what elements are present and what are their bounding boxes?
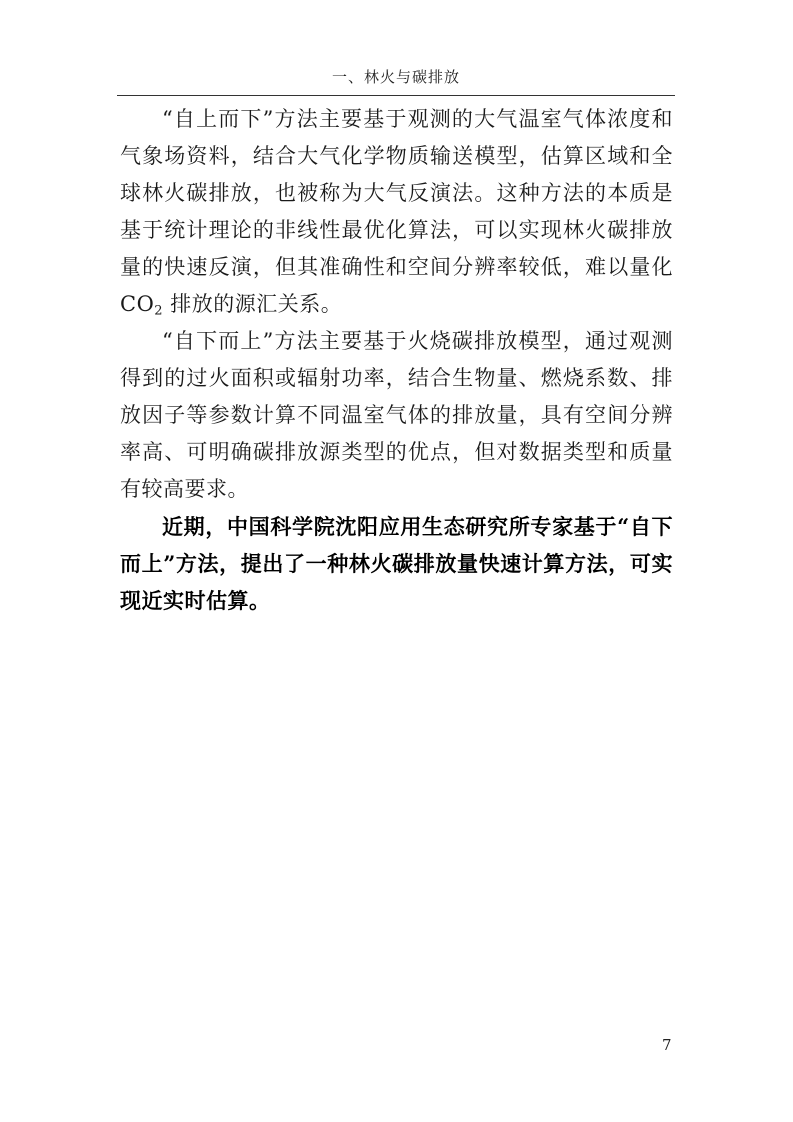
- paragraph-text-continued: 排放的源汇关系。: [163, 292, 343, 316]
- paragraph-text: “自上而下”方法主要基于观测的大气温室气体浓度和气象场资料，结合大气化学物质输送模型，估算区域和全球林火碳排放，也被称为大气反演法。这种方法的本质是基于统计理论的非线性最优化算法，可以实现林火碳排放量的快速反演，但其准确性和空间分辨率较低，难以量化: [120, 107, 673, 279]
- page-number: 7: [662, 1036, 672, 1054]
- document-body: [120, 101, 673, 619]
- running-header: 一、林火与碳排放: [331, 68, 460, 86]
- paragraph-bottom-up-method: “自下而上”方法主要基于火烧碳排放模型，通过观测得到的过火面积或辐射功率，结合生物量、燃烧系数、排放因子等参数计算不同温室气体的排放量，具有空间分辨率高、可明确碳排放源类型的优点，但对数据类型和质量有较高要求。: [120, 329, 673, 501]
- co2-formula: $CO_2$: [120, 292, 164, 319]
- paragraph-highlight-conclusion: 近期，中国科学院沈阳应用生态研究所专家基于“自下而上”方法，提出了一种林火碳排放量快速计算方法，可实现近实时估算。: [120, 514, 673, 613]
- header-divider: [117, 95, 675, 96]
- paragraph-top-down-method: [120, 101, 673, 323]
